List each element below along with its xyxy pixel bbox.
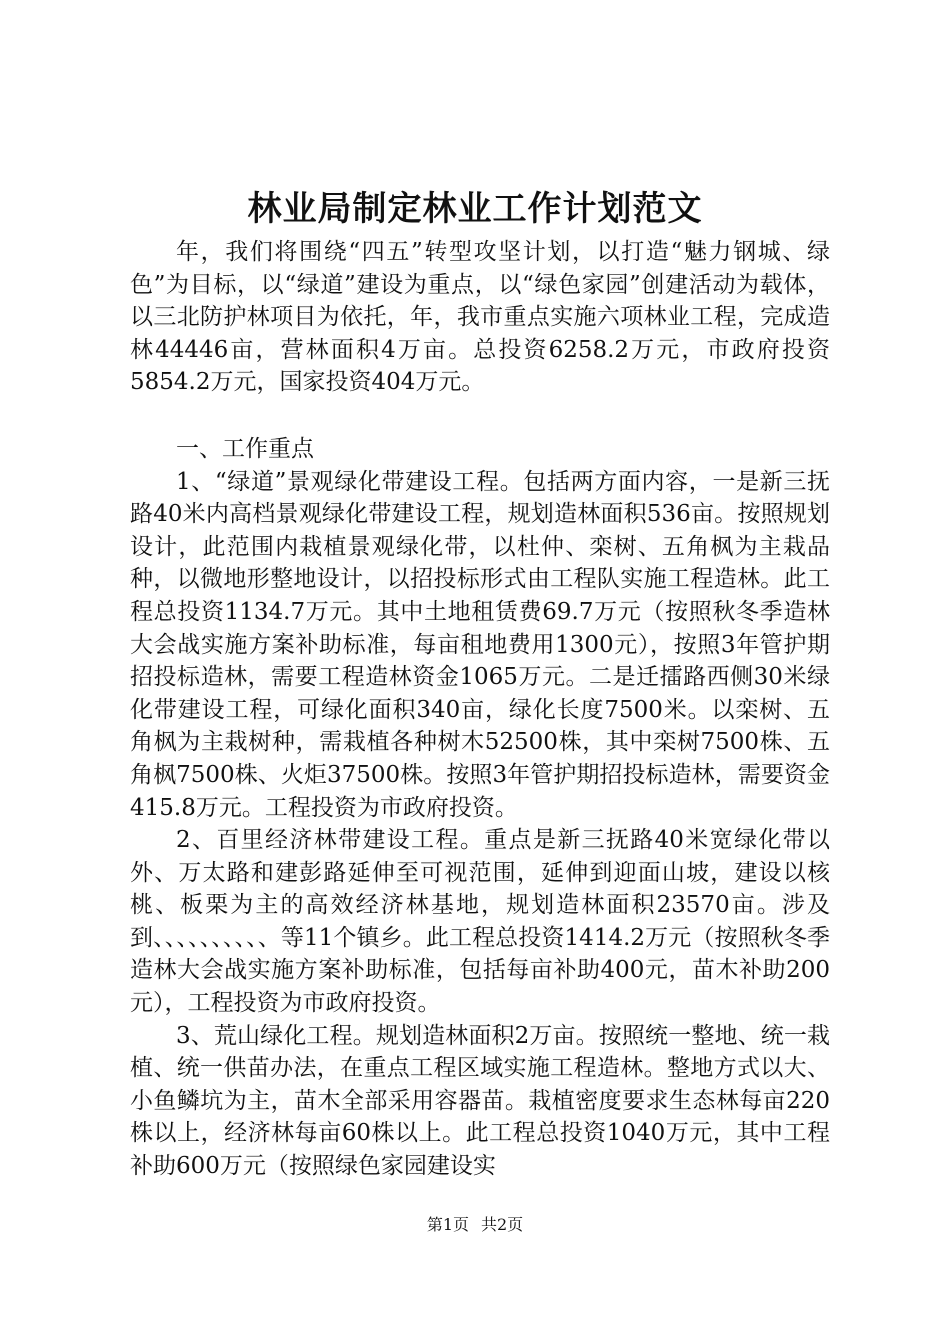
page-total: 共2页 xyxy=(481,1215,524,1234)
document-title: 林业局制定林业工作计划范文 xyxy=(247,189,703,229)
paragraph-gap xyxy=(130,399,830,433)
paragraph-barren-hill-project: 3、荒山绿化工程。规划造林面积2万亩。按照统一整地、统一栽植、统一供苗办法，在重点工程区域实施工程造林。整地方式以大、小鱼鳞坑为主，苗木全部采用容器苗。栽植密度要求生态林每亩220株以上，经济林每亩60株以上。此工程总投资1040万元，其中工程补助600万元（按照绿色家园建设实 xyxy=(130,1022,830,1180)
intro-paragraph: 年，我们将围绕“四五”转型攻坚计划，以打造“魅力钢城、绿色”为目标，以“绿道”建设为重点，以“绿色家园”创建活动为载体，以三北防护林项目为依托，年，我市重点实施六项林业工程，完成造林44446亩，营林面积4万亩。总投资6258.2万元，市政府投资5854.2万元，国家投资404万元。 xyxy=(130,239,830,396)
page-number: 第1页 xyxy=(426,1215,469,1234)
paragraph-greenway-project: 1、“绿道”景观绿化带建设工程。包括两方面内容，一是新三抚路40米内高档景观绿化带建设工程，规划造林面积536亩。按照规划设计，此范围内栽植景观绿化带，以杜仲、栾树、五角枫为主栽品种，以微地形整地设计，以招投标形式由工程队实施工程造林。此工程总投资1134.7万元。其中土地租赁费69.7万元（按照秋冬季造林大会战实施方案补助标准，每亩租地费用1300元），按照3年管护期招投标造林，需要工程造林资金1065万元。二是迁擂路西侧30米绿化带建设工程，可绿化面积340亩，绿化长度7500米。以栾树、五角枫为主栽树种，需栽植各种树木52500株，其中栾树7500株、五角枫7500株、火炬37500株。按照3年管护期招投标造林，需要资金415.8万元。工程投资为市政府投资。 xyxy=(130,468,830,821)
paragraph-economic-forest-project: 2、百里经济林带建设工程。重点是新三抚路40米宽绿化带以外、万太路和建彭路延伸至可视范围，延伸到迎面山坡，建设以核桃、板栗为主的高效经济林基地，规划造林面积23570亩。涉及到、、、、、、、、、、等11个镇乡。此工程总投资1414.2万元（按照秋冬季造林大会战实施方案补助标准，包括每亩补助400元，苗木补助200元），工程投资为市政府投资。 xyxy=(130,827,830,1017)
section-heading: 一、工作重点 xyxy=(176,435,314,462)
document-body xyxy=(130,236,830,1183)
page-footer xyxy=(0,1214,950,1236)
